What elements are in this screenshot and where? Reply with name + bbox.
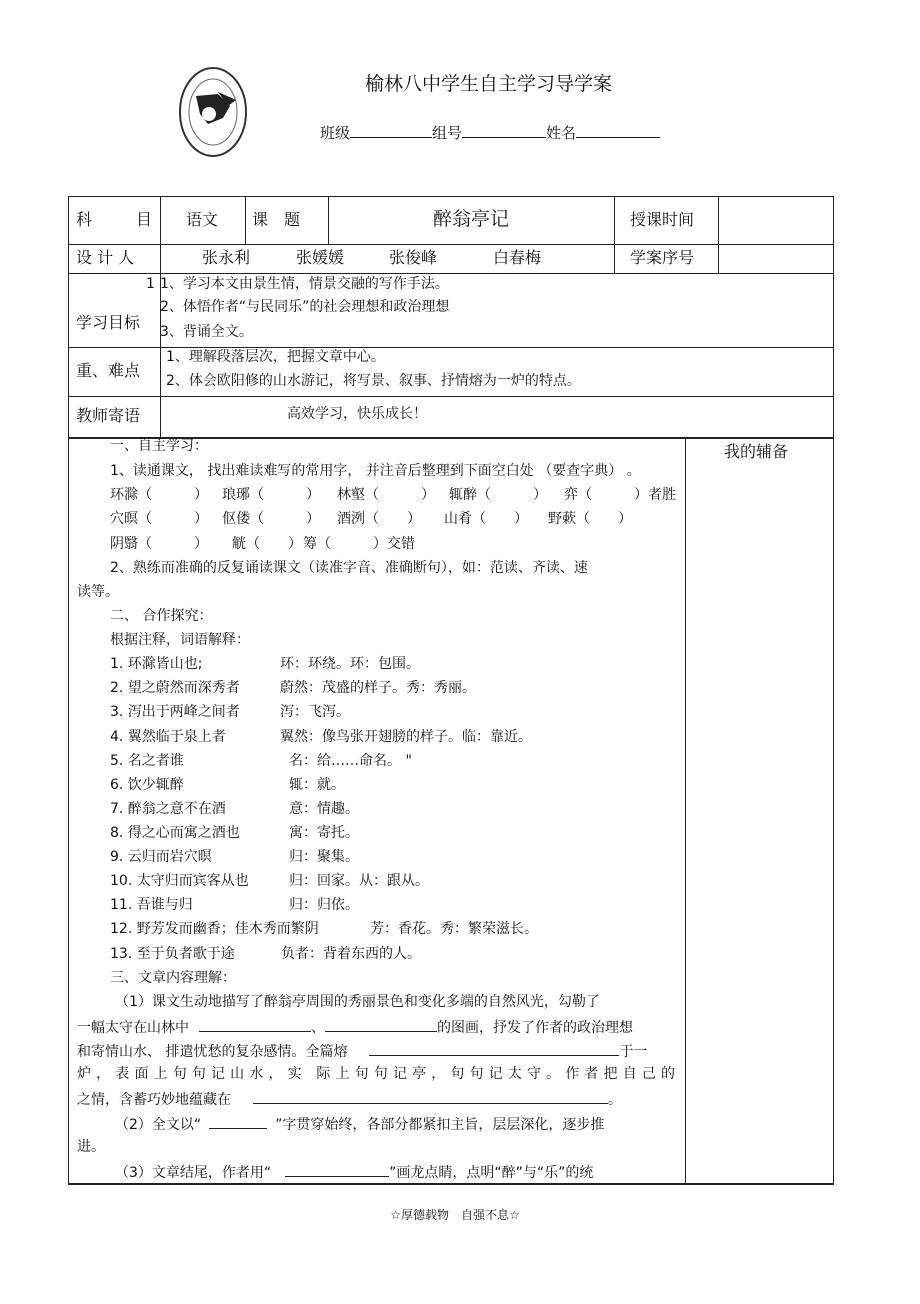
- text: 一幅太守在山林中: [77, 1020, 189, 1036]
- goal-item: 2、体悟作者“与民同乐”的社会理想和政治理想: [160, 299, 450, 315]
- glossary-meaning: 芳：香花。秀：繁荣滋长。: [370, 921, 538, 937]
- goals-marker: 1: [146, 276, 155, 292]
- subject-value: 语文: [186, 210, 219, 229]
- designer-name: 张永利: [202, 248, 251, 267]
- blank-field[interactable]: [285, 1162, 389, 1177]
- paragraph-line: [77, 1017, 633, 1037]
- glossary-meaning: 归：归依。: [289, 897, 359, 913]
- vocab-item: 阴翳（ ）: [110, 536, 208, 552]
- designer-name: 张媛媛: [296, 248, 345, 267]
- vocab-item: 穴暝（ ）: [110, 511, 208, 527]
- glossary-phrase: 3. 泻出于两峰之间者: [110, 704, 240, 720]
- vocab-item: 筹（ ）交错: [303, 536, 415, 552]
- document-title: 榆林八中学生自主学习导学案: [365, 73, 613, 95]
- vocab-item: 野蔌（ ）: [548, 511, 632, 527]
- glossary-meaning: 蔚然：茂盛的样子。秀：秀丽。: [280, 680, 476, 696]
- glossary-phrase: 2. 望之蔚然而深秀者: [110, 680, 240, 696]
- text: 的图画，抒发了作者的政治理想: [437, 1020, 633, 1036]
- text: ”字贯穿始终，各部分都紧扣主旨，层层深化，逐步推: [275, 1117, 605, 1133]
- glossary-meaning: 名：给……命名。 ": [289, 753, 412, 769]
- vocab-item: 觥（ ）: [232, 536, 302, 552]
- text: 于一: [619, 1044, 648, 1060]
- school-logo: [178, 66, 248, 158]
- designer-label: 设 计 人: [76, 248, 135, 267]
- subject-label: 科 目: [76, 210, 152, 229]
- class-label: 班级: [320, 124, 351, 142]
- glossary-meaning: 寓：寄托。: [289, 825, 359, 841]
- vocab-item: 弈（ ）者胜: [564, 487, 676, 503]
- blank-field[interactable]: [199, 1017, 311, 1032]
- glossary-phrase: 10. 太守归而宾客从也: [110, 873, 249, 889]
- goals-label: 学习目标: [76, 313, 141, 332]
- text: 。: [608, 1092, 622, 1108]
- section-heading: 二、 合作探究：: [110, 608, 213, 624]
- paragraph-line: [77, 1041, 647, 1061]
- glossary-phrase: 6. 饮少辄醉: [110, 777, 184, 793]
- paragraph-line: [115, 1114, 604, 1134]
- designer-name: 张俊峰: [389, 248, 438, 267]
- paragraph-line: 炉，表面上句句记山水，实 际上句句记亭，句句记太守。作者把自己的: [77, 1066, 675, 1082]
- glossary-meaning: 翼然：像鸟张开翅膀的样子。临：靠近。: [280, 729, 532, 745]
- section-heading: 一、自主学习：: [110, 438, 208, 454]
- question: 1、读通课文， 找出难读难写的常用字， 并注音后整理到下面空白处 （要查字典） 。: [110, 463, 641, 479]
- vocab-item: 伛偻（ ）: [222, 511, 320, 527]
- blank-field[interactable]: [253, 1089, 608, 1104]
- glossary-intro: 根据注释，词语解释：: [110, 632, 250, 648]
- glossary-meaning: 归：聚集。: [289, 849, 359, 865]
- plan-number-label: 学案序号: [630, 248, 695, 267]
- text: 之情，含蓄巧妙地蕴藏在: [77, 1092, 231, 1108]
- vocab-item: 林壑（ ）: [337, 487, 435, 503]
- glossary-phrase: 7. 醉翁之意不在酒: [110, 801, 226, 817]
- name-field[interactable]: [576, 123, 660, 138]
- text: （2）全文以“: [115, 1117, 202, 1133]
- glossary-phrase: 9. 云归而岩穴暝: [110, 849, 212, 865]
- class-time-label: 授课时间: [630, 210, 695, 229]
- paragraph-line: 进。: [77, 1139, 105, 1155]
- text: 和寄情山水、 排遣忧愁的复杂感情。全篇熔: [77, 1044, 348, 1060]
- glossary-phrase: 12. 野芳发而幽香；佳木秀而繁阴: [110, 921, 319, 937]
- question-continued: 读等。: [77, 584, 119, 600]
- topic-value: 醉翁亭记: [432, 208, 509, 230]
- vocab-item: 琅琊（ ）: [222, 487, 320, 503]
- vocab-item: 辄醉（ ）: [449, 487, 547, 503]
- key-point-item: 2、体会欧阳修的山水游记，将写景、叙事、抒情熔为一炉的特点。: [166, 373, 581, 389]
- text: （3）文章结尾，作者用“: [115, 1165, 272, 1181]
- footer-motto: ☆厚德载物 自强不息☆: [390, 1208, 520, 1222]
- section-heading: 三、文章内容理解：: [110, 970, 236, 986]
- glossary-meaning: 意：情趣。: [289, 801, 359, 817]
- blank-field[interactable]: [209, 1114, 267, 1129]
- glossary-phrase: 1. 环滁皆山也;: [110, 656, 203, 672]
- group-label: 组号: [432, 124, 463, 142]
- text: 、: [311, 1020, 325, 1036]
- glossary-meaning: 归：回家。从：跟从。: [289, 873, 429, 889]
- question: 2、熟练而准确的反复诵读课文（读准字音、准确断句），如：范读、齐读、速: [110, 560, 588, 576]
- text: ”画龙点睛，点明“醉”与“乐”的统: [389, 1165, 594, 1181]
- blank-field[interactable]: [369, 1041, 619, 1056]
- glossary-phrase: 13. 至于负者歌于途: [110, 946, 235, 962]
- glossary-phrase: 5. 名之者谁: [110, 753, 184, 769]
- teacher-message-label: 教师寄语: [76, 406, 141, 425]
- vocab-item: 酒洌（ ）: [337, 511, 421, 527]
- class-field[interactable]: [350, 123, 432, 138]
- topic-label: 课 题: [252, 210, 301, 229]
- group-field[interactable]: [462, 123, 546, 138]
- teacher-message: 高效学习，快乐成长！: [287, 406, 427, 422]
- paragraph-line: （1）课文生动地描写了醉翁亭周围的秀丽景色和变化多端的自然风光，勾勒了: [115, 994, 600, 1010]
- glossary-meaning: 辄：就。: [289, 777, 345, 793]
- key-point-item: 1、理解段落层次，把握文章中心。: [166, 349, 385, 365]
- glossary-phrase: 11. 吾谁与归: [110, 897, 193, 913]
- name-label: 姓名: [546, 124, 577, 142]
- paragraph-line: [77, 1089, 622, 1109]
- glossary-phrase: 4. 翼然临于泉上者: [110, 729, 226, 745]
- designer-name: 白春梅: [493, 248, 542, 267]
- student-info-line: [320, 123, 660, 143]
- glossary-meaning: 环：环绕。环：包围。: [280, 656, 420, 672]
- blank-field[interactable]: [325, 1017, 437, 1032]
- vocab-item: 山肴（ ）: [444, 511, 528, 527]
- goal-item: 1、学习本文由景生情，情景交融的写作手法。: [160, 276, 449, 292]
- glossary-meaning: 泻：飞泻。: [280, 704, 350, 720]
- glossary-meaning: 负者：背着东西的人。: [281, 946, 421, 962]
- goal-item: 3、背诵全文。: [160, 324, 253, 340]
- glossary-phrase: 8. 得之心而寓之酒也: [110, 825, 240, 841]
- key-points-label: 重、难点: [76, 361, 141, 380]
- vocab-item: 环滁（ ）: [110, 487, 208, 503]
- side-notes-label: 我的辅备: [724, 442, 789, 461]
- paragraph-line: [115, 1162, 593, 1182]
